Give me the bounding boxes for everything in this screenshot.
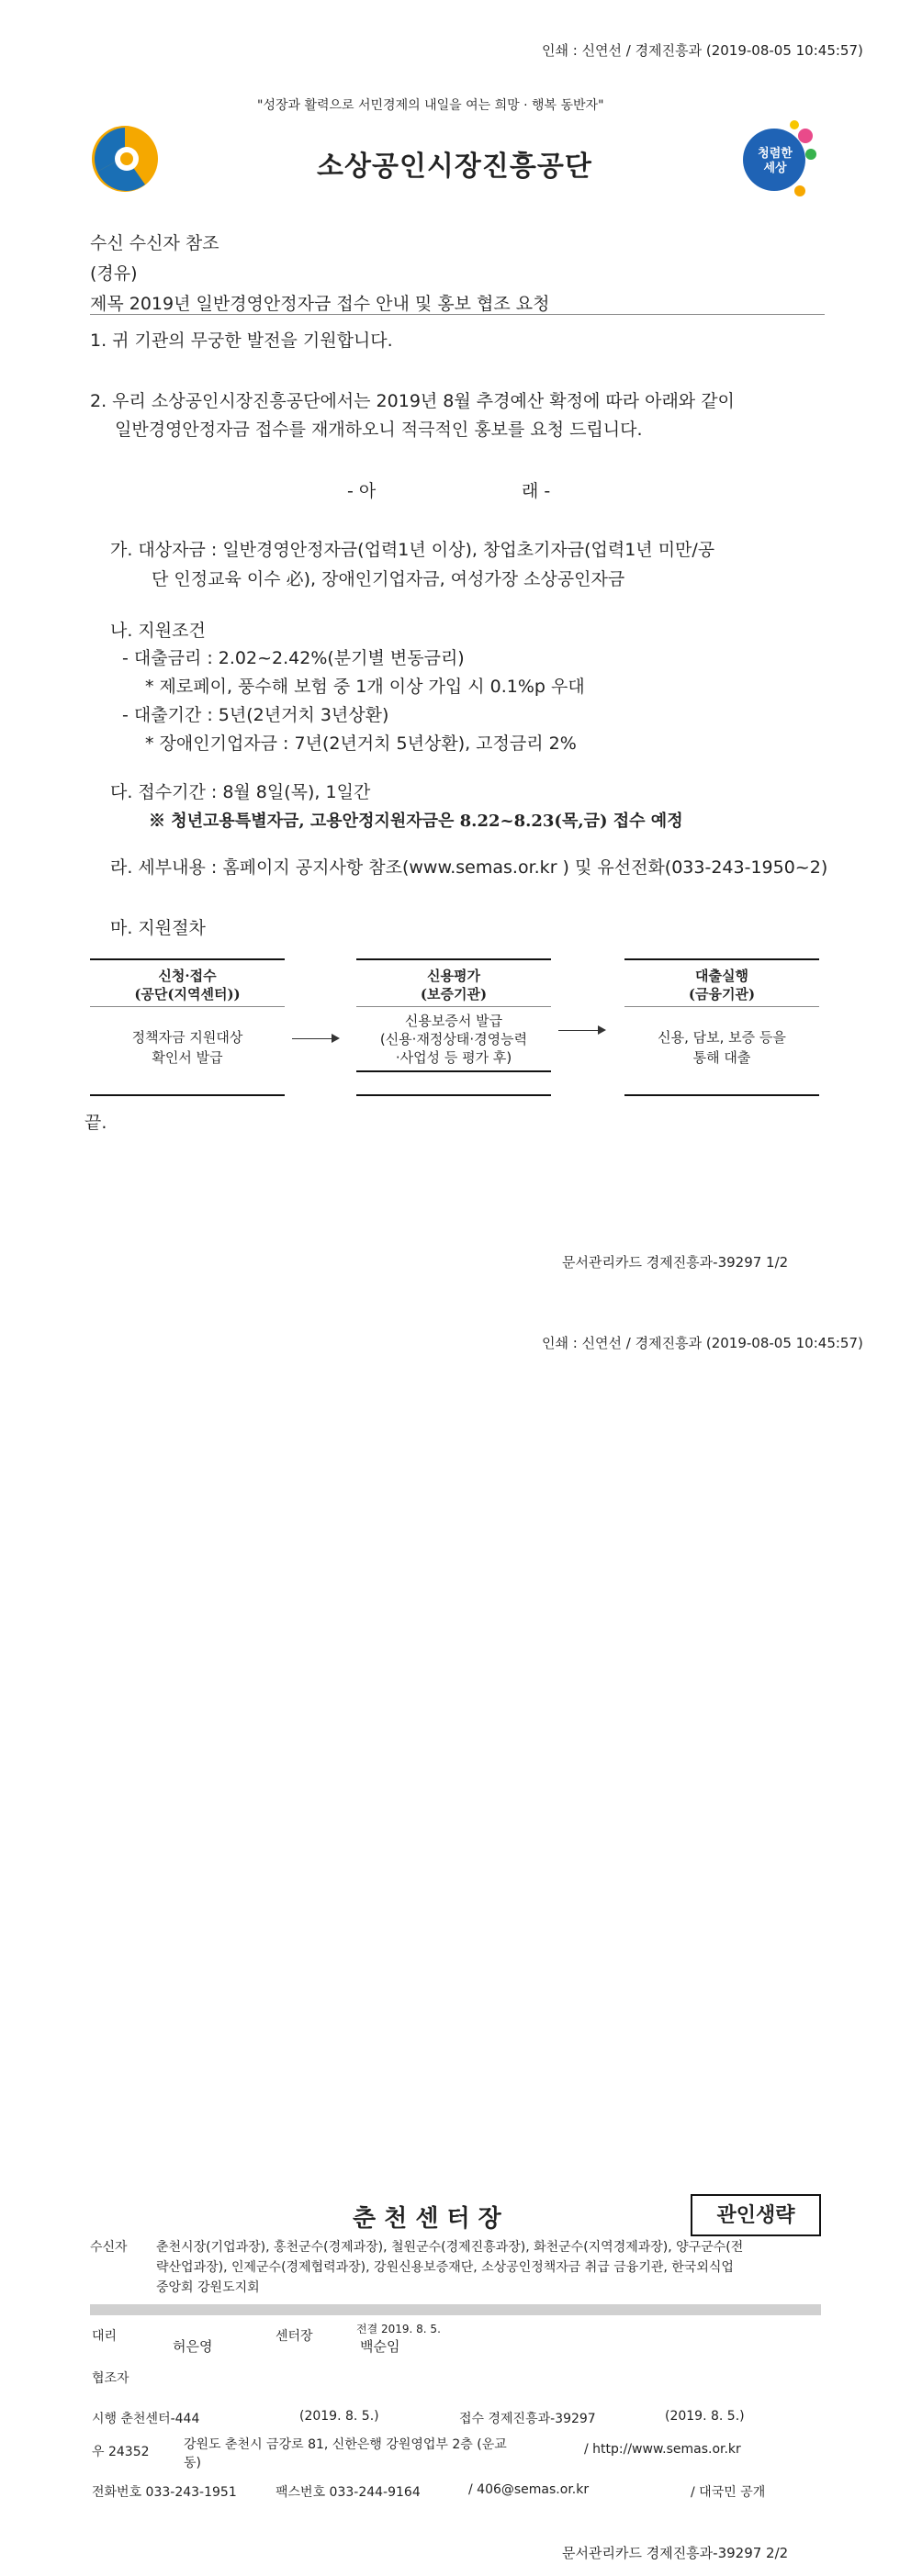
- below-heading-right: 래 -: [522, 481, 551, 501]
- recipients-line-2: 략산업과장), 인제군수(경제협력과장), 강원신용보증재단, 소상공인정책자금 취급 금융기관, 한국외식업: [156, 2260, 734, 2275]
- logo-right-text: 청렴한 세상: [758, 147, 793, 175]
- item-ga-line-2: 단 인정교육 이수 必), 장애인기업자금, 여성가장 소상공인자금: [152, 569, 625, 589]
- via: (경유): [90, 263, 138, 284]
- paragraph-2-line-2: 일반경영안정자금 접수를 재개하오니 적극적인 홍보를 요청 드립니다.: [115, 420, 643, 440]
- receipt-date: (2019. 8. 5.): [665, 2409, 745, 2424]
- disclosure-status: / 대국민 공개: [691, 2485, 766, 2500]
- org-name: 소상공인시장진흥공단: [317, 151, 592, 183]
- cooperator-label: 협조자: [92, 2371, 129, 2386]
- approval-bar: [90, 2304, 821, 2315]
- flow-step-body: 신용보증서 발급: [404, 1013, 503, 1029]
- seal-omitted-stamp: [691, 2194, 821, 2236]
- flow-arrow: [558, 1030, 604, 1031]
- item-na: 나. 지원조건: [110, 621, 206, 641]
- page2-footer: 문서관리카드 경제진흥과-39297 2/2: [562, 2545, 789, 2561]
- address-line-2: 동): [184, 2456, 201, 2470]
- flow-step-title: 대출실행: [695, 968, 748, 984]
- postal-code: 우 24352: [92, 2445, 150, 2459]
- item-na-rate: - 대출금리 : 2.02~2.42%(분기별 변동금리): [122, 648, 465, 668]
- flow-step-body: 정책자금 지원대상: [131, 1029, 243, 1046]
- item-na-period-note: * 장애인기업자금 : 7년(2년거치 5년상환), 고정금리 2%: [145, 734, 577, 754]
- page1-footer: 문서관리카드 경제진흥과-39297 1/2: [562, 1254, 789, 1271]
- subject: 제목 2019년 일반경영안정자금 접수 안내 및 홍보 협조 요청: [90, 294, 550, 314]
- page2-print-info: 인쇄 : 신연선 / 경제진흥과 (2019-08-05 10:45:57): [542, 1335, 863, 1351]
- approval-jeongyeol: 전결 2019. 8. 5.: [356, 2323, 441, 2335]
- integrity-world-logo-icon: [737, 116, 822, 200]
- enforce-date: (2019. 8. 5.): [299, 2409, 379, 2424]
- flow-step-body: 확인서 발급: [152, 1049, 223, 1066]
- flow-step-body: 통해 대출: [692, 1049, 751, 1066]
- flow-step-subtitle: (공단(지역센터)): [134, 986, 241, 1002]
- item-ra: 라. 세부내용 : 홈페이지 공지사항 참조(www.semas.or.kr ) 및 유선전화(033-243-1950~2): [110, 857, 828, 878]
- email-link[interactable]: / 406@semas.or.kr: [468, 2482, 590, 2497]
- flow-step-subtitle: (보증기관): [420, 986, 488, 1002]
- item-ga-line-1: 가. 대상자금 : 일반경영안정자금(업력1년 이상), 창업초기자금(업력1년 미만/공: [110, 540, 715, 560]
- flow-arrow: [292, 1038, 338, 1039]
- item-ma: 마. 지원절차: [110, 918, 206, 938]
- sender-title: 춘 천 센 터 장: [353, 2205, 501, 2233]
- approval-center-label: 센터장: [276, 2329, 313, 2344]
- address-line-1: 강원도 춘천시 금강로 81, 신한은행 강원영업부 2층 (운교: [184, 2437, 507, 2452]
- flow-step-title: 신청·접수: [158, 968, 217, 984]
- flow-step-body: ·사업성 등 평가 후): [395, 1049, 512, 1066]
- paragraph-1: 1. 귀 기관의 무궁한 발전을 기원합니다.: [90, 330, 393, 351]
- recipients-line-1: 춘천시장(기업과장), 홍천군수(경제과장), 철원군수(경제진흥과장), 화천군수(지역경제과장), 양구군수(전: [156, 2240, 744, 2255]
- enforce-number: 시행 춘천센터-444: [92, 2412, 200, 2426]
- end-mark: 끝.: [84, 1113, 107, 1133]
- print-info: 인쇄 : 신연선 / 경제진흥과 (2019-08-05 10:45:57): [542, 42, 863, 59]
- flow-step-subtitle: (금융기관): [688, 986, 756, 1002]
- slogan: "성장과 활력으로 서민경제의 내일을 여는 희망 · 행복 동반자": [257, 98, 604, 113]
- approval-daeri-label: 대리: [92, 2329, 118, 2344]
- flow-step-title: 신용평가: [427, 968, 480, 984]
- item-na-period: - 대출기간 : 5년(2년거치 3년상환): [122, 705, 389, 725]
- semas-logo-icon: [90, 124, 160, 194]
- seal-text: 관인생략: [716, 2203, 795, 2227]
- flow-step-body: 신용, 담보, 보증 등을: [658, 1029, 786, 1046]
- flow-step-body: (신용·재정상태·경영능력: [379, 1031, 528, 1047]
- subject-divider: [90, 314, 825, 315]
- item-da-note: ※ 청년고용특별자금, 고용안정지원자금은 8.22~8.23(목,금) 접수 예정: [149, 812, 683, 831]
- approval-center-name: 백순임: [360, 2338, 400, 2355]
- receipt-number: 접수 경제진흥과-39297: [459, 2412, 596, 2426]
- item-na-rate-note: * 제로페이, 풍수해 보험 중 1개 이상 가입 시 0.1%p 우대: [145, 677, 585, 697]
- flow-step-loan: [624, 958, 819, 1096]
- homepage-link[interactable]: / http://www.semas.or.kr: [584, 2442, 741, 2457]
- item-da: 다. 접수기간 : 8월 8일(목), 1일간: [110, 782, 371, 802]
- approval-daeri-name: 허은영: [173, 2338, 213, 2355]
- flow-step-apply: [90, 958, 285, 1096]
- recipients-label: 수신자: [90, 2240, 128, 2255]
- paragraph-2-line-1: 2. 우리 소상공인시장진흥공단에서는 2019년 8월 추경예산 확정에 따라 아래와 같이: [90, 391, 735, 411]
- phone-number: 전화번호 033-243-1951: [92, 2485, 237, 2500]
- flow-step-credit: [356, 958, 551, 1096]
- fax-number: 팩스번호 033-244-9164: [276, 2485, 421, 2500]
- below-heading-left: - 아: [347, 481, 377, 501]
- recipients-line-3: 중앙회 강원도지회: [156, 2280, 260, 2295]
- recipient: 수신 수신자 참조: [90, 233, 219, 253]
